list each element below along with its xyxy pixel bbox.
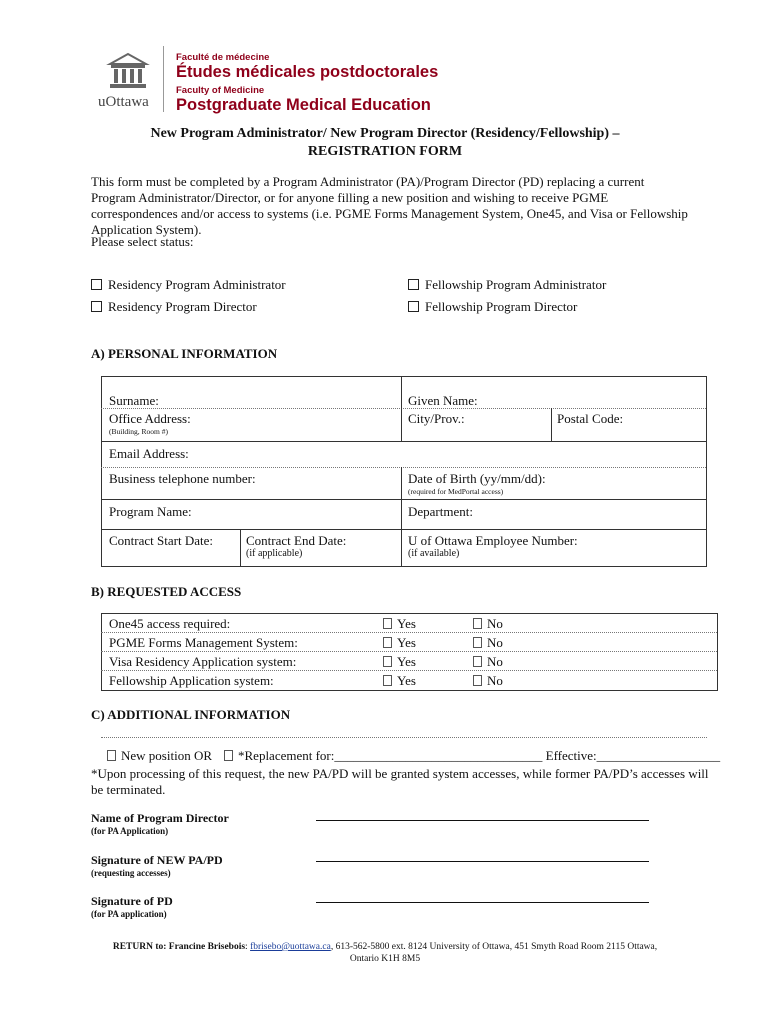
checkbox-icon[interactable] — [383, 637, 392, 648]
status-prompt: Please select status: — [91, 234, 194, 249]
pgme-yes-option[interactable]: Yes — [383, 635, 416, 651]
contact-email-link[interactable]: fbrisebo@uottawa.ca — [250, 942, 331, 952]
new-position-option[interactable]: New position OR — [107, 748, 212, 764]
dob-note: (required for MedPortal access) — [408, 487, 504, 496]
name-of-pd-label: Name of Program Director — [91, 811, 229, 825]
business-phone-field[interactable]: Business telephone number: — [109, 471, 256, 486]
section-c-heading: C) ADDITIONAL INFORMATION — [91, 707, 291, 722]
replacement-option[interactable]: *Replacement for:________________________________ Effective:___________________ — [224, 748, 720, 764]
signature-new-line[interactable] — [316, 861, 649, 862]
checkbox-icon[interactable] — [473, 637, 482, 648]
signature-new-note: (requesting accesses) — [91, 868, 171, 878]
intro-paragraph: This form must be completed by a Program Administrator (PA)/Program Director (PD) replacing a current Program Administrator/Director, or for anyone filling a new position and wishing to receive PGME correspondences and/or access to systems (i.e. PGME Forms Management System, One45, and Visa or Fellowship Application System). — [91, 174, 688, 237]
section-b-heading: B) REQUESTED ACCESS — [91, 584, 242, 599]
logo-divider — [163, 46, 164, 112]
department-field[interactable]: Department: — [408, 504, 473, 519]
checkbox-icon[interactable] — [383, 656, 392, 667]
section-a-heading: A) PERSONAL INFORMATION — [91, 346, 278, 361]
return-address: , 613-562-5800 ext. 8124 University of Ottawa, 451 Smyth Road Room 2115 Ottawa, — [330, 942, 658, 952]
contract-end-note: (if applicable) — [246, 548, 303, 559]
signature-new-label: Signature of NEW PA/PD — [91, 853, 223, 867]
status-residency-pa[interactable]: Residency Program Administrator — [91, 277, 286, 293]
uottawa-crest-icon — [100, 52, 160, 112]
given-name-field[interactable]: Given Name: — [408, 393, 478, 408]
en-faculty: Faculty of Medicine — [176, 85, 265, 96]
checkbox-icon[interactable] — [473, 656, 482, 667]
uottawa-wordmark: uOttawa — [98, 94, 149, 110]
access-row-label: Fellowship Application system: — [109, 673, 274, 688]
signature-pd-note: (for PA application) — [91, 909, 167, 919]
access-row-label: Visa Residency Application system: — [109, 654, 297, 669]
checkbox-icon[interactable] — [91, 279, 102, 290]
visa-no-option[interactable]: No — [473, 654, 503, 670]
program-name-field[interactable]: Program Name: — [109, 504, 192, 519]
city-prov-field[interactable]: City/Prov.: — [408, 411, 465, 426]
name-of-pd-note: (for PA Application) — [91, 826, 169, 836]
checkbox-icon[interactable] — [383, 618, 392, 629]
surname-field[interactable]: Surname: — [109, 393, 159, 408]
visa-yes-option[interactable]: Yes — [383, 654, 416, 670]
one45-yes-option[interactable]: Yes — [383, 616, 416, 632]
fellowship-no-option[interactable]: No — [473, 673, 503, 689]
employee-number-note: (if available) — [408, 548, 460, 559]
name-of-pd-line[interactable] — [316, 820, 649, 821]
fr-unit: Études médicales postdoctorales — [176, 63, 439, 81]
dob-field[interactable]: Date of Birth (yy/mm/dd): — [408, 471, 546, 486]
checkbox-icon[interactable] — [224, 750, 233, 761]
return-to-label: RETURN to: Francine Brisebois — [112, 942, 246, 952]
fellowship-yes-option[interactable]: Yes — [383, 673, 416, 689]
signature-pd-line[interactable] — [316, 902, 649, 903]
access-row-label: PGME Forms Management System: — [109, 635, 298, 650]
postal-code-field[interactable]: Postal Code: — [557, 411, 624, 426]
form-title-line1: New Program Administrator/ New Program Director (Residency/Fellowship) – — [150, 126, 620, 141]
signature-pd-label: Signature of PD — [91, 894, 173, 908]
checkbox-icon[interactable] — [473, 675, 482, 686]
section-c-top-rule — [101, 737, 707, 738]
status-fellowship-pd[interactable]: Fellowship Program Director — [408, 299, 577, 315]
employee-number-field[interactable]: U of Ottawa Employee Number: — [408, 533, 578, 548]
office-address-note: (Building, Room #) — [109, 427, 168, 436]
email-field[interactable]: Email Address: — [109, 446, 189, 461]
contract-start-field[interactable]: Contract Start Date: — [109, 533, 213, 548]
access-row-label: One45 access required: — [109, 616, 231, 631]
status-residency-pd[interactable]: Residency Program Director — [91, 299, 257, 315]
form-title-line2: REGISTRATION FORM — [307, 144, 463, 159]
checkbox-icon[interactable] — [408, 279, 419, 290]
office-address-field[interactable]: Office Address: — [109, 411, 191, 426]
status-fellowship-pa[interactable]: Fellowship Program Administrator — [408, 277, 606, 293]
one45-no-option[interactable]: No — [473, 616, 503, 632]
en-unit: Postgraduate Medical Education — [176, 96, 431, 114]
checkbox-icon[interactable] — [408, 301, 419, 312]
fr-faculty: Faculté de médecine — [176, 52, 270, 63]
replacement-note: *Upon processing of this request, the new PA/PD will be granted system accesses, while former PA/PD’s accesses will be terminated. — [91, 766, 709, 797]
return-to-line: RETURN to: Francine Brisebois: fbrisebo@uottawa.ca, 613-562-5800 ext. 8124 University of Ottawa, 451 Smyth Road Room 2115 Ottawa, — [112, 942, 658, 952]
checkbox-icon[interactable] — [473, 618, 482, 629]
contract-end-field[interactable]: Contract End Date: — [246, 533, 347, 548]
checkbox-icon[interactable] — [91, 301, 102, 312]
checkbox-icon[interactable] — [107, 750, 116, 761]
pgme-no-option[interactable]: No — [473, 635, 503, 651]
return-address-line2: Ontario K1H 8M5 — [349, 954, 421, 964]
checkbox-icon[interactable] — [383, 675, 392, 686]
